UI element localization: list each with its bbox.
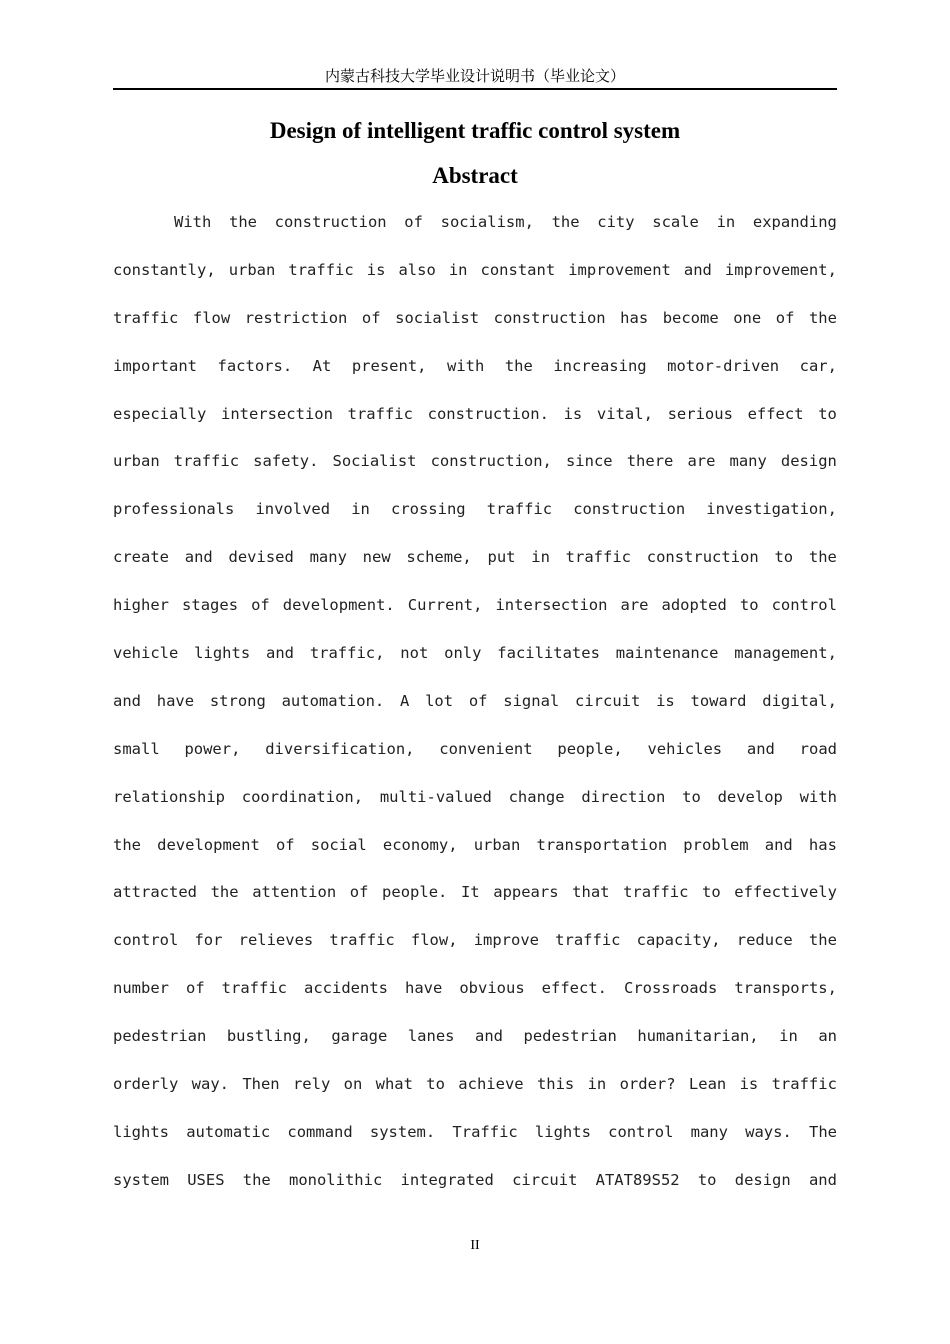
- paragraph-line: number of traffic accidents have obvious effect. Crossroads transports,: [113, 979, 837, 998]
- paragraph-line: the development of social economy, urban transportation problem and has: [113, 835, 837, 854]
- paragraph-line: traffic flow restriction of socialist construction has become one of the: [113, 308, 837, 327]
- paragraph-line: important factors. At present, with the increasing motor-driven car,: [113, 356, 837, 375]
- paragraph-line: system USES the monolithic integrated circuit ATAT89S52 to design and: [113, 1170, 837, 1189]
- header-rule: [113, 88, 837, 90]
- paragraph-line: pedestrian bustling, garage lanes and pedestrian humanitarian, in an: [113, 1027, 837, 1046]
- paragraph-line: orderly way. Then rely on what to achieve this in order? Lean is traffic: [113, 1075, 837, 1094]
- section-heading: Abstract: [432, 163, 518, 188]
- paragraph-line: attracted the attention of people. It appears that traffic to effectively: [113, 883, 837, 902]
- paragraph-line: professionals involved in crossing traffic construction investigation,: [113, 500, 837, 519]
- paragraph-line: small power, diversification, convenient people, vehicles and road: [113, 739, 837, 758]
- paragraph-line: lights automatic command system. Traffic lights control many ways. The: [113, 1122, 837, 1141]
- paragraph-line: urban traffic safety. Socialist construction, since there are many design: [113, 452, 837, 471]
- paragraph-line: and have strong automation. A lot of signal circuit is toward digital,: [113, 691, 837, 710]
- paragraph-line: higher stages of development. Current, intersection are adopted to control: [113, 596, 837, 615]
- paragraph-line: create and devised many new scheme, put in traffic construction to the: [113, 548, 837, 567]
- abstract-body: [113, 199, 837, 1205]
- page-number: II: [470, 1238, 480, 1253]
- running-header: 内蒙古科技大学毕业设计说明书（毕业论文）: [324, 67, 625, 85]
- paragraph-line: constantly, urban traffic is also in constant improvement and improvement,: [113, 260, 837, 279]
- paragraph-line: especially intersection traffic construction. is vital, serious effect to: [113, 404, 837, 423]
- paragraph-line: vehicle lights and traffic, not only facilitates maintenance management,: [113, 644, 837, 663]
- document-title: Design of intelligent traffic control system: [269, 118, 681, 143]
- paragraph-line: relationship coordination, multi-valued change direction to develop with: [113, 787, 837, 806]
- paragraph-line: control for relieves traffic flow, improve traffic capacity, reduce the: [113, 931, 837, 950]
- paragraph-line: With the construction of socialism, the city scale in expanding: [174, 213, 837, 231]
